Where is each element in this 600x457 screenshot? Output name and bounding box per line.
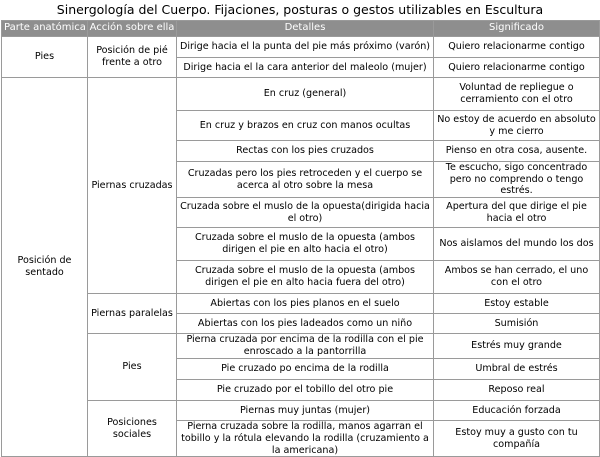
header-significado: Significado [434,21,600,37]
detalle-cell: Pie cruzado po encima de la rodilla [177,359,434,380]
table-row [2,294,600,314]
significado-cell: Quiero relacionarme contigo [434,58,600,78]
detalle-cell: Piernas muy juntas (mujer) [177,401,434,421]
detalle-cell: Dirige hacia el la cara anterior del maleolo (mujer) [177,58,434,78]
significado-cell: Estoy muy a gusto con tu compañía [434,421,600,457]
parte-cell: Pies [2,37,88,78]
accion-cell: Pies [88,334,177,401]
significado-cell: Reposo real [434,380,600,401]
table-row [2,334,600,359]
significado-cell: Apertura del que dirige el pie hacia el otro [434,198,600,228]
page-title: Sinergología del Cuerpo. Fijaciones, posturas o gestos utilizables en Escultura [56,2,544,17]
significado-cell: Estrés muy grande [434,334,600,359]
significado-cell: Nos aislamos del mundo los dos [434,228,600,261]
detalle-cell: Cruzada sobre el muslo de la opuesta (ambos dirigen el pie en alto hacia el otro) [177,228,434,261]
table-row [2,37,600,58]
detalle-cell: Pierna cruzada sobre la rodilla, manos agarran el tobillo y la rótula elevando la rodilla (cruzamiento a la americana) [177,421,434,457]
accion-cell: Piernas cruzadas [88,78,177,294]
significado-cell: Ambos se han cerrado, el uno con el otro [434,261,600,294]
significado-cell: Estoy estable [434,294,600,314]
detalle-cell: Abiertas con los pies planos en el suelo [177,294,434,314]
accion-cell: Piernas paralelas [88,294,177,334]
detalle-cell: Cruzadas pero los pies retroceden y el cuerpo se acerca al otro sobre la mesa [177,162,434,198]
table-row [2,401,600,421]
detalle-cell: Pie cruzado por el tobillo del otro pie [177,380,434,401]
significado-cell: Voluntad de repliegue o cerramiento con el otro [434,78,600,111]
accion-cell: Posición de pié frente a otro [88,37,177,78]
header-row [2,21,600,37]
significado-cell: Sumisión [434,314,600,334]
detalle-cell: En cruz (general) [177,78,434,111]
synergology-table [1,20,600,457]
parte-cell: Posición de sentado [2,78,88,457]
detalle-cell: Abiertas con los pies ladeados como un niño [177,314,434,334]
header-parte-anatomica: Parte anatómica [2,21,88,37]
significado-cell: Pienso en otra cosa, ausente. [434,141,600,162]
detalle-cell: Pierna cruzada por encima de la rodilla con el pie enroscado a la pantorrilla [177,334,434,359]
table-row [2,78,600,111]
accion-cell: Posiciones sociales [88,401,177,457]
detalle-cell: Cruzada sobre el muslo de la opuesta (ambos dirigen el pie en alto hacia fuera del otro) [177,261,434,294]
header-accion: Acción sobre ella [88,21,177,37]
significado-cell: Umbral de estrés [434,359,600,380]
detalle-cell: Dirige hacia el la punta del pie más próximo (varón) [177,37,434,58]
significado-cell: Te escucho, sigo concentrado pero no comprendo o tengo estrés. [434,162,600,198]
significado-cell: Educación forzada [434,401,600,421]
detalle-cell: En cruz y brazos en cruz con manos ocultas [177,111,434,141]
detalle-cell: Cruzada sobre el muslo de la opuesta(dirigida hacia el otro) [177,198,434,228]
header-detalles: Detalles [177,21,434,37]
significado-cell: Quiero relacionarme contigo [434,37,600,58]
significado-cell: No estoy de acuerdo en absoluto y me cierro [434,111,600,141]
detalle-cell: Rectas con los pies cruzados [177,141,434,162]
